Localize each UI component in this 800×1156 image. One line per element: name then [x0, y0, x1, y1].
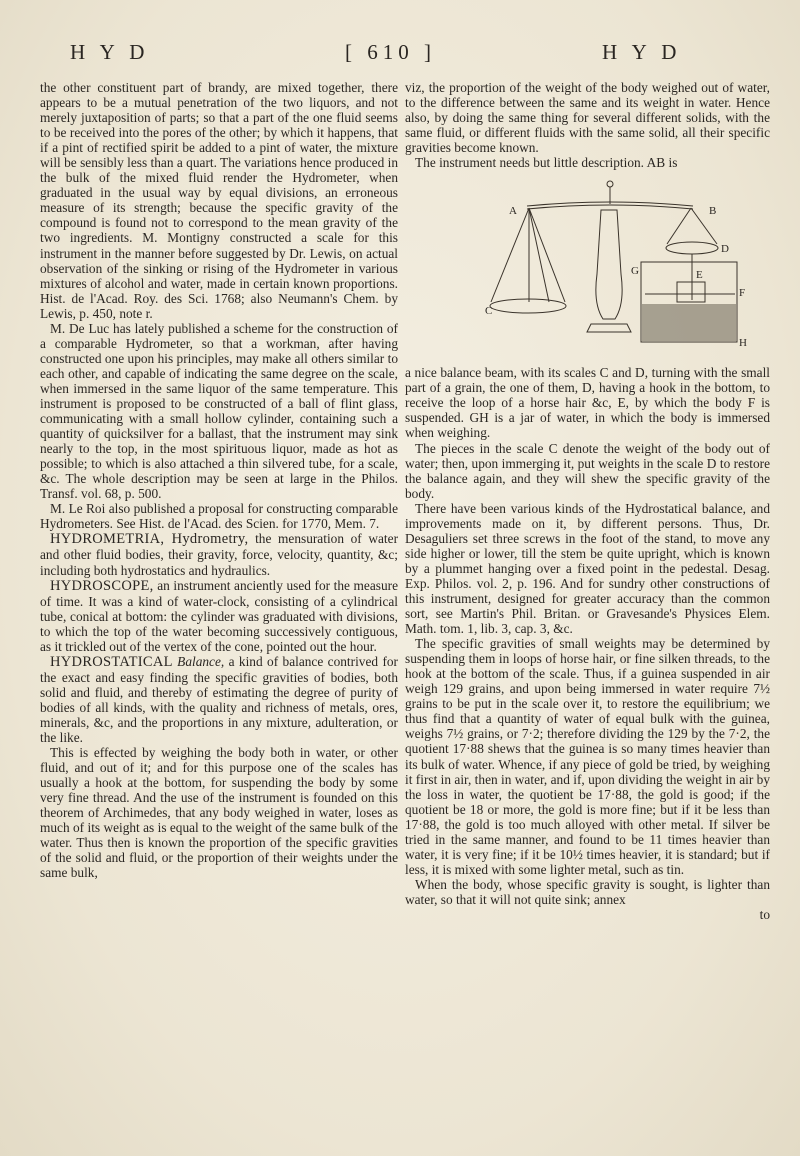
page-number: [ 610 ]: [345, 40, 436, 64]
entry-hydrometria: [40, 531, 398, 577]
catchword: to: [759, 906, 770, 922]
scale-pan-d: [666, 242, 718, 254]
paragraph: When the body, whose specific gravity is sought, is lighter than water, so that it will not quite sink; annex: [405, 876, 770, 907]
left-column: [40, 80, 398, 880]
label-g: G: [631, 265, 639, 278]
label-h: H: [739, 337, 747, 350]
entry-hydrostatical: [40, 654, 398, 745]
paragraph: The instrument needs but little description. AB is: [415, 155, 678, 171]
right-column: [405, 80, 770, 922]
paragraph: a nice balance beam, with its scales C and D, turning with the small part of a grain, the one of them, D, having a hook in the bottom, to receive the loop of a horse hair &c, E, by which the body F is suspended. GH is a jar of water, in which the body is immersed when weighing.: [405, 365, 770, 441]
paragraph: M. Le Roi also published a proposal for constructing comparable Hydrometers. See Hist. de l'Acad. des Scien. for 1770, Mem. 7.: [40, 501, 398, 532]
pivot-ring: [607, 181, 613, 187]
body-f: [677, 282, 705, 302]
header-right: H Y D: [602, 40, 682, 64]
paragraph: the other constituent part of brandy, are mixed together, there appears to be a mutual penetration of the two liquors, and not merely juxtaposition of parts; so that a part of the one fluid seems to be received into the pores of the other; by which it happens, that if a pint of rectified spirit be added to a pint of water, the mixture will be sensibly less than a quart. The variations hence produced in the bulk of the mixed fluid render the Hydrometer, when graduated in the usual way by equal divisions, an erroneous measure of its strength; because the specific gravity of the compound is found not to correspond to the mean gravity of the two ingredients. M. Montigny constructed a scale for this instrument in the manner before suggested by Dr. Lewis, on actual observation of the sinking or rising of the Hydrometer in various mixtures of alcohol and water, made in certain known proportions. Hist. de l'Acad. Roy. des Sci. 1768; also Neumann's Chem. by Lewis, p. 450, note r.: [40, 80, 398, 321]
label-d: D: [721, 243, 729, 256]
entry-text: the mensuration of water and other fluid bodies, their gravity, force, velocity, quantity, &c; including both hydrostatics and hydraulics.: [40, 531, 399, 578]
header-left: H Y D: [70, 40, 150, 64]
paragraph: viz, the proportion of the weight of the body weighed out of water, to the difference between the same and its weight in water. Hence also, by doing the same thing for several different solids, with the same fluid, or different fluids with the same solid, all their specific gravities become known.: [405, 80, 770, 156]
entry-headword: HYDROMETRIA, Hydrometry,: [50, 531, 249, 548]
entry-headword: HYDROSCOPE,: [50, 577, 154, 594]
running-header: [0, 40, 800, 70]
label-a: A: [509, 205, 517, 218]
paragraph: The specific gravities of small weights may be determined by suspending them in loops of horse hair, or fine silken threads, to the hook at the bottom of the scale. Thus, if a guinea suspended in air weigh 129 grains, and upon being immersed in water require 7½ grains to be put in the scale over it, to restore the equilibrium; we thus find that a quantity of water of equal bulk with the guinea, weighs 7½ grains, or 7·2; therefore dividing the 129 by the 7·2, the quotient 17·88 shews that the guinea is so many times heavier than its bulk of water. Whence, if any piece of gold be tried, by weighing it first in air, then in water, and if, upon dividing the weight in air by the loss in water, the quotient be 17·88, the gold is good; if the quotient be 18 or more, the gold is more fine; but if it be less than 17·88, the gold is too much alloyed with other metal. If silver be tried in the same manner, and found to be 11 times heavier than water, it is very fine; if it be 10½ times heavier, it is standard; but if less, it is mixed with some lighter metal, such as tin.: [405, 636, 770, 877]
entry-text: a kind of balance contrived for the exact and easy finding the specific gravities of bodies, both solid and fluid, and thereby of estimating the degree of purity of bodies of all kinds, with the quality and richness of metals, ores, minerals, &c, and the proportions in any mixture, adulteration, or the like.: [40, 653, 398, 746]
balance-illustration: [405, 174, 770, 359]
entry-italic: Balance,: [172, 653, 225, 669]
entry-text: an instrument anciently used for the measure of time. It was a kind of water-clock, consisting of a cylindrical tube, conical at bottom: the cylinder was graduated with divisions, to which the top of the water becoming successively contiguous, as it trickled out of the vertex of the cone, pointed out the hour.: [40, 577, 398, 654]
paragraph: This is effected by weighing the body both in water, or other fluid, and out of it; and for this purpose one of the scales has usually a hook at the bottom, for suspending the body by some very fine thread. And the use of the instrument is founded on this theorem of Archimedes, that any body weighed in water, loses as much of its weight as is equal to the weight of the same bulk of the water. Thus then is known the proportion of the specific gravities of the solid and fluid, or the proportion of their weights under the same bulk,: [40, 745, 398, 881]
label-b: B: [709, 205, 717, 218]
balance-figure: [405, 174, 770, 359]
paragraph: The pieces in the scale C denote the weight of the body out of water; then, upon immerging it, put weights in the scale D to restore the balance again, and they will shew the specific gravity of the body.: [405, 440, 770, 501]
paragraph: M. De Luc has lately published a scheme for the construction of a comparable Hydrometer, so that a workman, after having constructed one upon his principles, may make all others similar to each other, and capable of indicating the same degree on the scale, when immersed in the same liquor of the same temperature. This instrument is proposed to be constructed of a ball of flint glass, communicating with a small hollow cylinder, containing such a quantity of quicksilver for a ballast, that the instrument may sink nearly to the top, in the most spirituous liquor, made as hot as possible; to which is also attached a thin silvered tube, for a scale, &c. The whole description may be seen at large in the Philos. Transf. vol. 68, p. 500.: [40, 320, 398, 502]
label-c: C: [485, 305, 493, 318]
label-f: F: [739, 287, 746, 300]
label-e: E: [696, 269, 703, 282]
entry-hydroscope: [40, 578, 398, 654]
entry-headword: HYDROSTATICAL: [50, 653, 173, 670]
paragraph: There have been various kinds of the Hydrostatical balance, and improvements made on it, by different persons. Thus, Dr. Desaguliers set three screws in the foot of the stand, to move any side higher or lower, till the stem be quite upright, which is known by a plummet hanging over a fixed point in the pedestal. Desag. Exp. Philos. vol. 2, p. 196. And for sundry other constructions of this instrument, designed for greater accuracy than the common sort, see Martin's Phil. Britan. or Gravesande's Physices Elem. Math. tom. 1, lib. 3, cap. 3, &c.: [405, 500, 770, 637]
water-shading: [642, 304, 736, 341]
scale-pan-c: [490, 299, 566, 313]
stand-pillar: [596, 210, 622, 319]
